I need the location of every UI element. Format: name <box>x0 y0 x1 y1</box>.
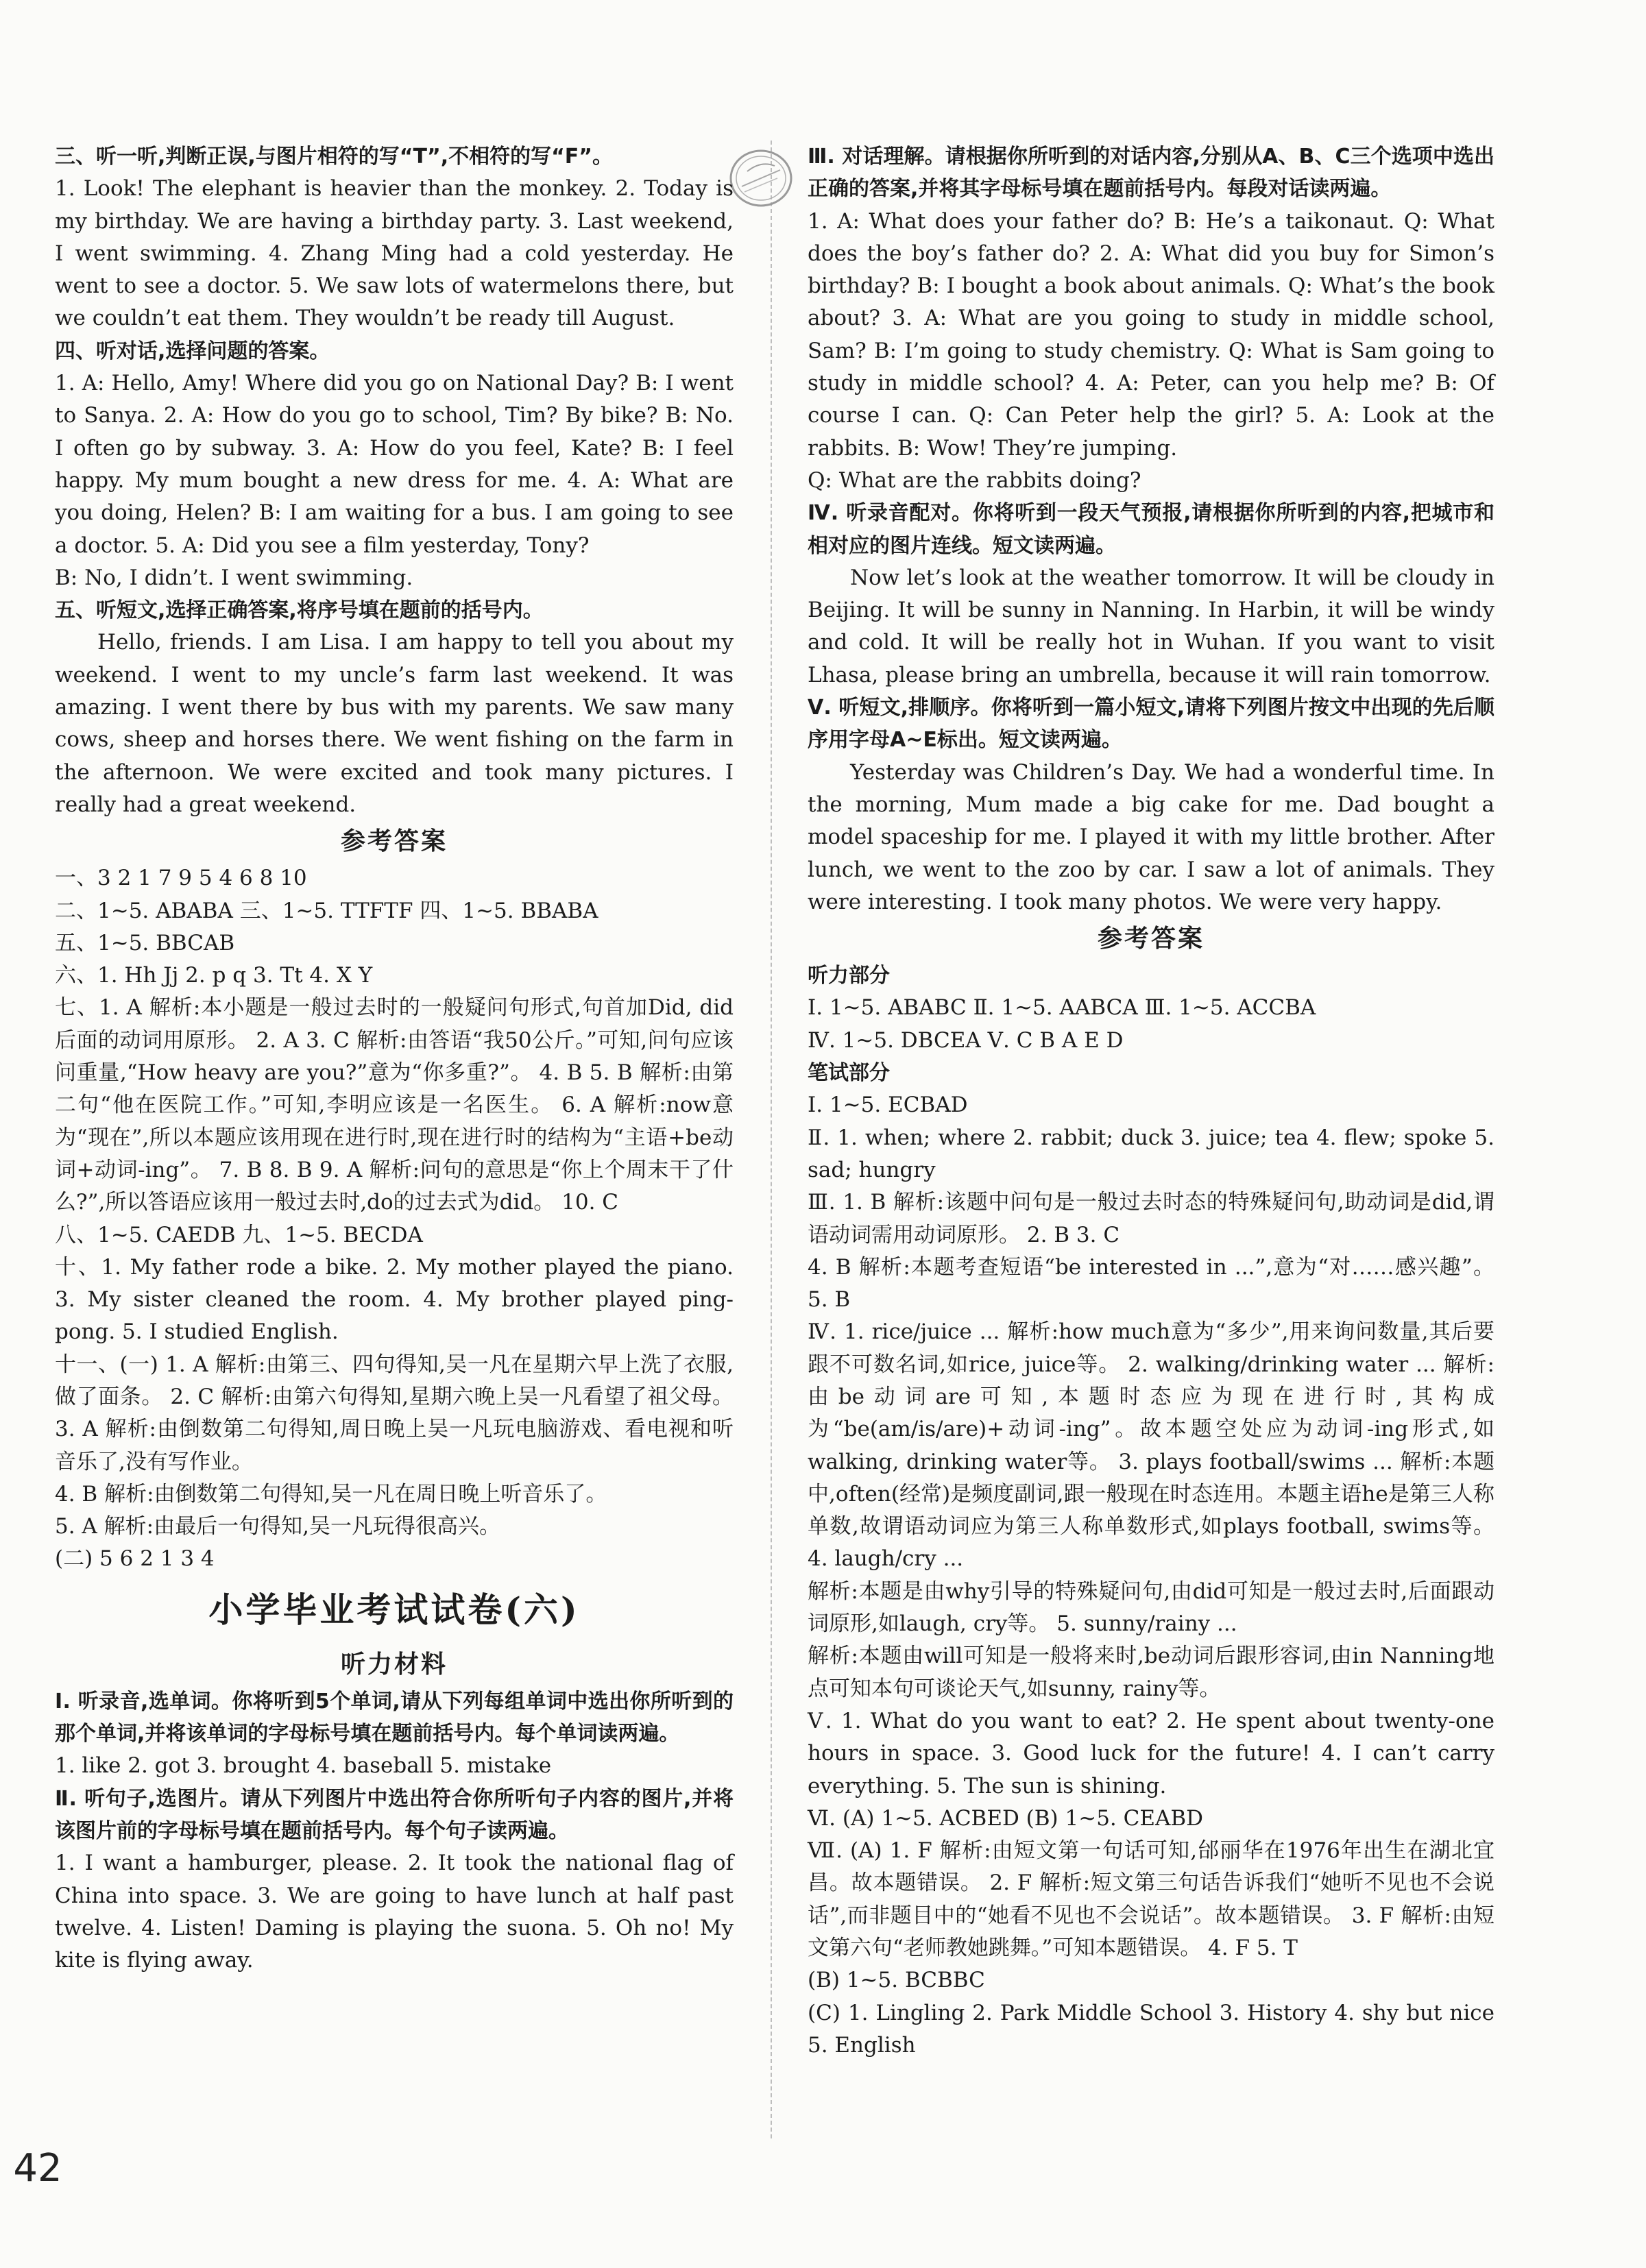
listening-3-body: 1. A: What does your father do? B: He’s a taikonaut. Q: What does the boy’s father do? 2. A: What did you buy for Simon’s birthday? B: I bought a book about animals. Q: What’s the book about? 3. A: What are you going to study in middle school, Sam? B: I’m going to study chemistry. Q: What is Sam going to study in middle school? 4. A: Peter, can you help me? B: Of course I can. Q: Can Peter help the girl? 5. A: Look at the rabbits. B: Wow! They’re jumping. <box>808 208 1494 461</box>
answer-line: Ⅰ. 1~5. ABABC Ⅱ. 1~5. AABCA Ⅲ. 1~5. ACCBA <box>808 995 1316 1021</box>
column-divider <box>771 141 772 2138</box>
listening-2-title: Ⅱ. 听句子,选图片。请从下列图片中选出符合你所听句子内容的图片,并将该图片前的字母标号填在题前括号内。每个句子读两遍。 <box>55 1786 734 1843</box>
answer-line: (二) 5 6 2 1 3 4 <box>55 1546 215 1572</box>
answer-line: 一、3 2 1 7 9 5 4 6 8 10 <box>55 866 307 891</box>
answer-line: Ⅲ. 1. B 解析:该题中问句是一般过去时态的特殊疑问句,助动词是did,谓语动词需用动词原形。 2. B 3. C <box>808 1190 1494 1247</box>
written-part-label: 笔试部分 <box>808 1061 890 1086</box>
answer-line: (C) 1. Lingling 2. Park Middle School 3. History 4. shy but nice 5. English <box>808 2000 1494 2058</box>
section-3-title: 三、听一听,判断正误,与图片相符的写“T”,不相符的写“F”。 <box>55 145 614 169</box>
weather-passage: Now let’s look at the weather tomorrow. It will be cloudy in Beijing. It will be sunny in Nanning. In Harbin, it will be windy and cold. It will be really hot in Wuhan. If you want to visit Lhasa, please bring an umbrella, because it will rain tomorrow. <box>808 565 1494 687</box>
left-column <box>55 141 734 1977</box>
answer-line: Ⅰ. 1~5. ECBAD <box>808 1093 968 1118</box>
section-5-title: 五、听短文,选择正确答案,将序号填在题前的括号内。 <box>55 598 544 623</box>
answer-line: Ⅶ. (A) 1. F 解析:由短文第一句话可知,邰丽华在1976年出生在湖北宜昌。故本题错误。 2. F 解析:短文第三句话告诉我们“她听不见也不会说话”,而非题目中的“她看不见也不会说话”。故本题错误。 3. F 解析:由短文第六句“老师教她跳舞。”可知本题错误。 4. F 5. T <box>808 1838 1494 1961</box>
answer-line: 八、1~5. CAEDB 九、1~5. BECDA <box>55 1222 423 1247</box>
listening-3-last: Q: What are the rabbits doing? <box>808 467 1141 493</box>
answer-line: 4. B 解析:由倒数第二句得知,吴一凡在周日晚上听音乐了。 <box>55 1481 607 1507</box>
answers-title: 参考答案 <box>1097 925 1205 953</box>
page-number: 42 <box>13 2146 62 2191</box>
listening-4-title: Ⅳ. 听录音配对。你将听到一段天气预报,请根据你所听到的内容,把城市和相对应的图片连线。短文读两遍。 <box>808 501 1494 558</box>
childrens-day-passage: Yesterday was Children’s Day. We had a wonderful time. In the morning, Mum made a big cake for me. Dad bought a model spaceship for me. I played it with my little brother. After lunch, we went to the zoo by car. I saw a lot of animals. They were interesting. I took many photos. We were very happy. <box>808 759 1494 914</box>
right-column <box>808 141 1494 2062</box>
answer-line: 七、1. A 解析:本小题是一般过去时的一般疑问句形式,句首加Did, did后面的动词用原形。 2. A 3. C 解析:由答语“我50公斤。”可知,问句应该问重量,“How heavy are you?”意为“你多重?”。 4. B 5. B 解析:由第二句“他在医院工作。”可知,李明应该是一名医生。 6. A 解析:now意为“现在”,所以本题应该用现在进行时,现在进行时的结构为“主语+be动词+动词-ing”。 7. B 8. B 9. A 解析:问句的意思是“你上个周末干了什么?”,所以答语应该用一般过去时,do的过去式为did。 10. C <box>55 995 734 1215</box>
section-4-title: 四、听对话,选择问题的答案。 <box>55 339 330 363</box>
section-4-body: 1. A: Hello, Amy! Where did you go on National Day? B: I went to Sanya. 2. A: How do you go to school, Tim? By bike? B: No. I often go by subway. 3. A: How do you feel, Kate? B: I feel happy. My mum bought a new dress for me. 4. A: What are you doing, Helen? B: I am waiting for a bus. I am going to see a doctor. 5. A: Did you see a film yesterday, Tony? <box>55 371 734 558</box>
answer-line: 二、1~5. ABABA 三、1~5. TTFTF 四、1~5. BBABA <box>55 898 598 923</box>
listening-5-title: Ⅴ. 听短文,排顺序。你将听到一篇小短文,请将下列图片按文中出现的先后顺序用字母A~E标出。短文读两遍。 <box>808 696 1494 753</box>
answer-line: 5. A 解析:由最后一句得知,吴一凡玩得很高兴。 <box>55 1514 500 1539</box>
listening-3-title: Ⅲ. 对话理解。请根据你所听到的对话内容,分别从A、B、C三个选项中选出正确的答案,并将其字母标号填在题前括号内。每段对话读两遍。 <box>808 145 1494 202</box>
answer-line: Ⅵ. (A) 1~5. ACBED (B) 1~5. CEABD <box>808 1805 1203 1831</box>
watermark-stamp <box>727 144 795 212</box>
answer-line: Ⅳ. 1. rice/juice ... 解析:how much意为“多少”,用来询问数量,其后要跟不可数名词,如rice, juice等。 2. walking/drinking water ... 解析:由be动词are可知,本题时态应为现在进行时,其构成为“be(am/is/are)+动词-ing”。故本题空处应为动词-ing形式,如walking, drinking water等。 3. plays football/swims ... 解析:本题中,often(经常)是频度副词,跟一般现在时态连用。本题主语he是第三人称单数,故谓语动词应为第三人称单数形式,如plays football, swims等。 4. laugh/cry ... <box>808 1319 1494 1572</box>
section-3-body: 1. Look! The elephant is heavier than the monkey. 2. Today is my birthday. We are having a birthday party. 3. Last weekend, I went swimming. 4. Zhang Ming had a cold yesterday. He went to see a doctor. 5. We saw lots of watermelons there, but we couldn’t eat them. They wouldn’t be ready till August. <box>55 176 734 331</box>
section-4-last: B: No, I didn’t. I went swimming. <box>55 565 413 590</box>
answer-line: 4. B 解析:本题考查短语“be interested in ...”,意为“对……感兴趣”。 5. B <box>808 1254 1494 1313</box>
listening-part-label: 听力部分 <box>808 964 890 988</box>
answers-title: 参考答案 <box>340 827 448 856</box>
answer-line: 十、1. My father rode a bike. 2. My mother played the piano. 3. My sister cleaned the room. 4. My brother played ping-pong. 5. I studied English. <box>55 1254 734 1345</box>
answer-line: 五、1~5. BBCAB <box>55 930 235 955</box>
listening-1-title: Ⅰ. 听录音,选单词。你将听到5个单词,请从下列每组单词中选出你所听到的那个单词,并将该单词的字母标号填在题前括号内。每个单词读两遍。 <box>55 1689 734 1746</box>
answer-line: 解析:本题由will可知是一般将来时,be动词后跟形容词,由in Nanning地点可知本句可谈论天气,如sunny, rainy等。 <box>808 1644 1494 1701</box>
answer-line: (B) 1~5. BCBBC <box>808 1968 985 1993</box>
exam-title: 小学毕业考试试卷(六) <box>208 1589 580 1630</box>
section-5-passage: Hello, friends. I am Lisa. I am happy to tell you about my weekend. I went to my uncle’s farm last weekend. It was amazing. I went there by bus with my parents. We saw many cows, sheep and horses there. We went fishing on the farm in the afternoon. We were excited and took many pictures. I really had a great weekend. <box>55 630 734 817</box>
answer-line: 六、1. Hh Jj 2. p q 3. Tt 4. X Y <box>55 963 373 988</box>
listening-1-body: 1. like 2. got 3. brought 4. baseball 5. mistake <box>55 1753 552 1779</box>
listening-2-body: 1. I want a hamburger, please. 2. It took the national flag of China into space. 3. We are going to have lunch at half past twelve. 4. Listen! Daming is playing the suona. 5. Oh no! My kite is flying away. <box>55 1851 734 1973</box>
answer-line: Ⅱ. 1. when; where 2. rabbit; duck 3. juice; tea 4. flew; spoke 5. sad; hungry <box>808 1125 1494 1182</box>
answer-line: 解析:本题是由why引导的特殊疑问句,由did可知是一般过去时,后面跟动词原形,如laugh, cry等。 5. sunny/rainy ... <box>808 1578 1494 1637</box>
answer-line: Ⅴ. 1. What do you want to eat? 2. He spent about twenty-one hours in space. 3. Good luck for the future! 4. I can’t carry everything. 5. The sun is shining. <box>808 1708 1494 1798</box>
listening-material-title: 听力材料 <box>340 1650 448 1679</box>
answer-line: 十一、(一) 1. A 解析:由第三、四句得知,吴一凡在星期六早上洗了衣服,做了面条。 2. C 解析:由第六句得知,星期六晚上吴一凡看望了祖父母。 3. A 解析:由倒数第二句得知,周日晚上吴一凡玩电脑游戏、看电视和听音乐了,没有写作业。 <box>55 1352 734 1474</box>
answer-line: Ⅳ. 1~5. DBCEA Ⅴ. C B A E D <box>808 1027 1124 1053</box>
